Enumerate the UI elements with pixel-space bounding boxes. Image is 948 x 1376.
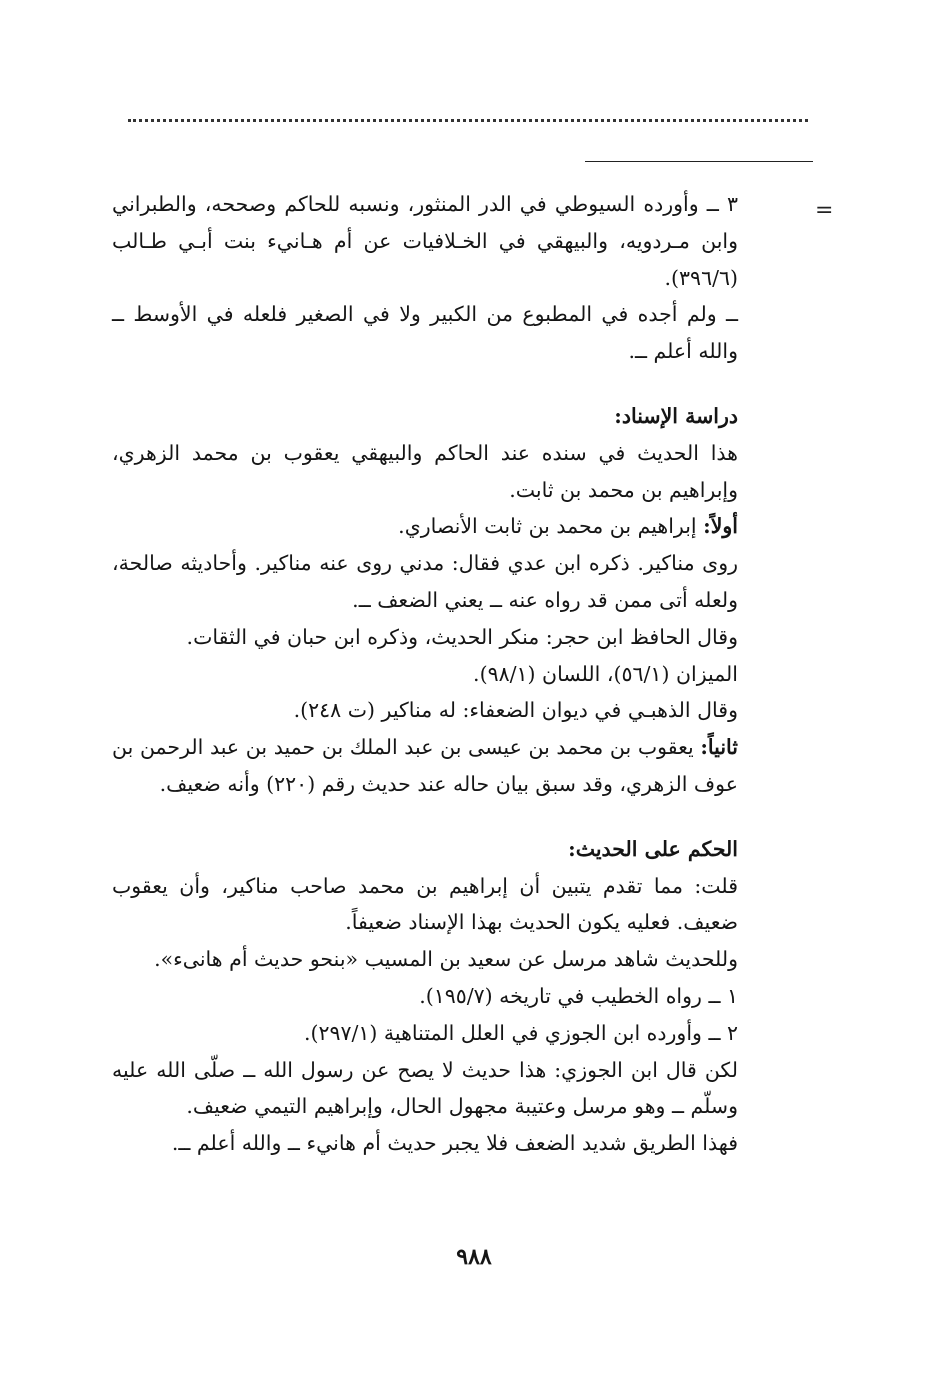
first-name: إبراهيم بن محمد بن ثابت الأنصاري. [398, 514, 704, 539]
ruling-paragraph: فهذا الطريق شديد الضعف فلا يجبر حديث أم هانيء ــ والله أعلم ــ. [171, 1131, 738, 1156]
first-label: أولاً: [703, 514, 738, 539]
ruling-paragraph: قلت: مما تقدم يتبين أن إبراهيم بن محمد صاحب مناكير، وأن يعقوب ضعيف. فعليه يكون الحديث بهذا الإسناد ضعيفاً. [112, 873, 738, 935]
isnad-second-narrator [112, 729, 738, 803]
ruling-heading: الحكم على الحديث: [568, 836, 738, 861]
section-gap [112, 803, 738, 831]
first-detail-2: وقال الحافظ ابن حجر: منكر الحديث، وذكره ابن حبان في الثقات. [186, 624, 738, 649]
second-label: ثانياً: [700, 735, 738, 760]
isnad-first-narrator [112, 508, 738, 545]
ruling-paragraph: ٢ ــ وأورده ابن الجوزي في العلل المتناهية (٢٩٧/١). [303, 1020, 738, 1045]
ruling-paragraph: لكن قال ابن الجوزي: هذا حديث لا يصح عن رسول الله ــ صلّى الله عليه وسلّم ــ وهو مرسل وعتيبة مجهول الحال، وإبراهيم التيمي ضعيف. [112, 1057, 738, 1119]
dotted-separator [128, 108, 808, 122]
section-gap [112, 370, 738, 398]
continuation-mark: = [815, 198, 834, 223]
isnad-heading: دراسة الإسناد: [614, 403, 738, 428]
first-detail-3: الميزان (٥٦/١)، اللسان (٩٨/١). [473, 661, 738, 686]
footnote-note: ــ ولم أجده في المطبوع من الكبير ولا في الصغير فلعله في الأوسط ــ والله أعلم ــ. [112, 302, 738, 364]
first-detail-4: وقال الذهبـي في ديوان الضعفاء: له مناكير (ت ٢٤٨). [293, 698, 738, 723]
first-detail-1: روى مناكير. ذكره ابن عدي فقال: مدني روى عنه مناكير. وأحاديثه صالحة، ولعله أتى ممن قد رواه عنه ــ يعني الضعف ــ. [112, 551, 738, 612]
page-number: ٩٨٨ [456, 1244, 492, 1270]
ruling-paragraph: وللحديث شاهد مرسل عن سعيد بن المسيب «بنحو حديث أم هانىء». [154, 947, 738, 972]
ruling-paragraph: ١ ــ رواه الخطيب في تاريخه (١٩٥/٧). [419, 983, 738, 1008]
main-text [112, 186, 738, 1162]
isnad-intro: هذا الحديث في سنده عند الحاكم والبيهقي يعقوب بن محمد الزهري، وإبراهيم بن محمد بن ثابت. [112, 440, 738, 502]
footnote-line-3: ٣ ــ وأورده السيوطي في الدر المنثور، ونسبه للحاكم وصححه، والطبراني وابن مـردويه، والبيهقي في الخـلافيات عن أم هـانيء بنت أبـي طـالب (٣٩٦/٦). [112, 192, 738, 290]
second-text: يعقوب بن محمد بن عيسى بن عبد الملك بن حميد بن عبد الرحمن بن عوف الزهري، وقد سبق بيان حاله عند حديث رقم (٢٢٠) وأنه ضعيف. [112, 735, 738, 796]
footnote-rule [585, 161, 813, 162]
